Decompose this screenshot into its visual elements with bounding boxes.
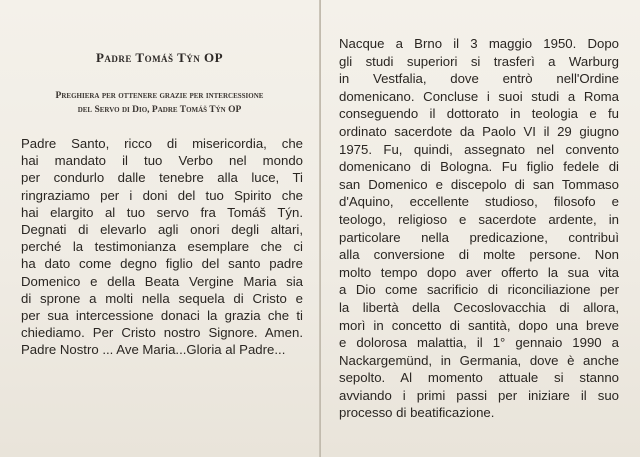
bio-line: a Dio come sacrificio di riconciliazione per [339,282,619,298]
bio-line: sepolto. Al momento attuale si stanno [339,370,619,386]
bio-line: gli studi superiori si trasferì a Warburg [339,53,619,69]
bio-line: d'Aquino, eccellente studioso, filosofo e [339,194,619,210]
prayer-line: chiediamo. Per Cristo nostro Signore. Amen. [21,325,303,341]
biography-text [339,35,619,422]
bio-line: alla conversione di molte persone. Non [339,247,619,263]
bio-line: conseguendo il dottorato in teologia e fu [339,106,619,122]
prayer-line: hai mandato il tuo Verbo nel mondo [21,153,303,169]
prayer-line: hai elargito al tuo servo fra Tomáš Týn. [21,204,303,220]
prayer-line: Degnati di elevarlo agli onori degli altari, [21,222,303,238]
prayer-line: ha dato come degno figlio del santo padre [21,256,303,272]
bio-line: Nackargemünd, in Germania, dove è anche [339,352,619,368]
prayer-line: perché la testimonianza esemplare che ci [21,239,303,255]
bio-line: domenicano di Bologna. Fu figlio fedele di [339,159,619,175]
bio-line: processo di beatificazione. [339,405,495,421]
bio-line: particolare nella predicazione, contribuì [339,229,619,245]
prayer-line: per condurlo dalle tenebre alla luce, Ti [21,170,303,186]
bio-line: in Vestfalia, dove entrò nell'Ordine [339,71,619,87]
bio-line: Nacque a Brno il 3 maggio 1950. Dopo [339,36,619,51]
subtitle-line: del Servo di Dio, Padre Tomáš Týn OP [77,105,242,115]
page-title: Padre Tomáš Týn OP [95,50,224,65]
left-page [0,0,319,457]
bio-line: avviando i primi passi per iniziare il suo [339,387,619,403]
bio-line: san Domenico e discepolo di san Tommaso [339,176,619,192]
prayer-line: Padre Nostro ... Ave Maria...Gloria al Padre... [21,342,286,358]
prayer-subtitle [0,89,319,117]
bio-line: teologo, religioso e sacerdote ardente, in [339,211,619,227]
prayer-line: Padre Santo, ricco di misericordia, che [21,136,303,151]
bio-line: ordinato sacerdote da Paolo VI il 29 giugno [339,123,619,139]
subtitle-line: Preghiera per ottenere grazie per intercessione [55,91,264,101]
bio-line: domenicano. Concluse i suoi studi a Roma [339,88,619,104]
bio-line: la libertà della Cecoslovacchia di allora, [339,299,619,315]
bio-line: molto tempo dopo aver offerto la sua vita [339,264,619,280]
right-page [321,0,640,457]
prayer-line: Domenico e della Beata Vergine Maria sia [21,273,303,289]
prayer-line: di sprone a molti nella sequela di Cristo e [21,290,303,306]
prayer-line: per sua intercessione donaci la grazia che ti [21,308,303,324]
bio-line: e dolorosa malattia, il 1° gennaio 1990 a [339,335,619,351]
prayer-text [21,135,303,359]
prayer-line: ringraziamo per i doni del tuo Spirito che [21,187,303,203]
bio-line: 1975. Fu, quindi, assegnato nel convento [339,141,619,157]
bio-line: morì in concetto di santità, dopo una breve [339,317,619,333]
